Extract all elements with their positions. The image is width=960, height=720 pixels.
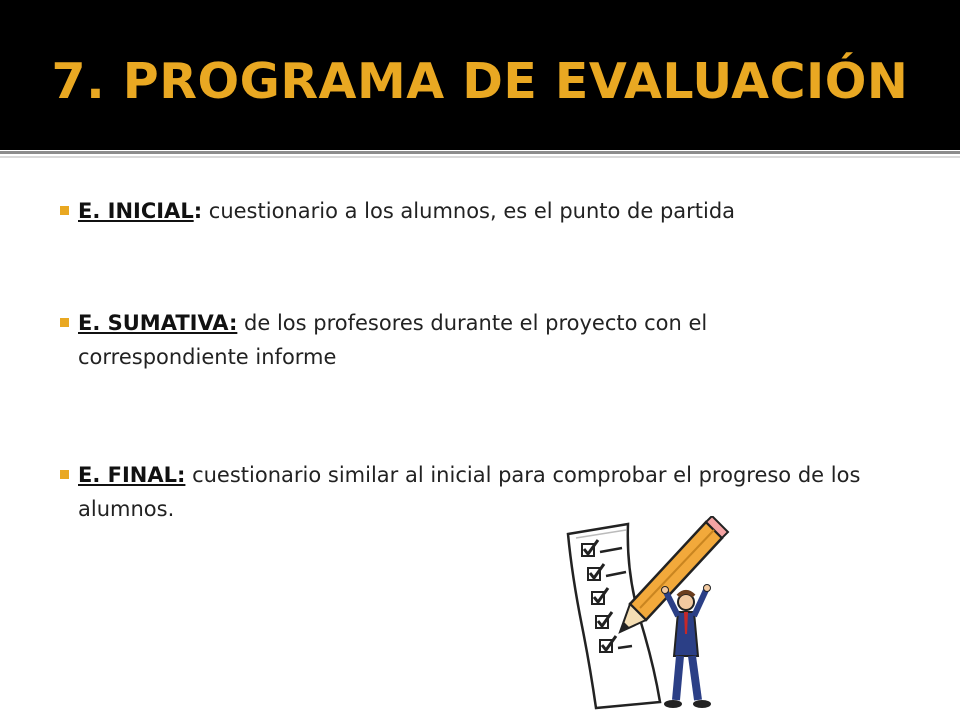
bullet-text [78, 194, 880, 228]
header-divider [0, 151, 960, 154]
person-icon [662, 585, 712, 709]
square-bullet-icon [60, 470, 69, 479]
bullet-lead: E. FINAL: [78, 463, 186, 487]
bullet-colon: : [193, 199, 203, 223]
bullet-lead: E. SUMATIVA: [78, 311, 238, 335]
bullet-body: cuestionario similar al inicial para comprobar el progreso de los alumnos. [78, 463, 861, 521]
title-bar [0, 0, 960, 150]
bullet-lead: E. INICIAL [78, 199, 194, 223]
square-bullet-icon [60, 318, 69, 327]
slide-title: 7. PROGRAMA DE EVALUACIÓN [51, 53, 909, 110]
bullet-body: de los profesores durante el proyecto con el correspondiente informe [78, 311, 708, 369]
bullet-text [78, 458, 880, 526]
bullet-item-evaluacion-final [60, 458, 880, 526]
square-bullet-icon [60, 206, 69, 215]
checklist-pencil-person-illustration [556, 516, 736, 712]
bullet-item-evaluacion-sumativa [60, 306, 880, 374]
bullet-text [78, 306, 880, 374]
bullet-item-evaluacion-inicial [60, 194, 880, 228]
bullet-body: cuestionario a los alumnos, es el punto de partida [202, 199, 736, 223]
header-divider-light [0, 156, 960, 158]
